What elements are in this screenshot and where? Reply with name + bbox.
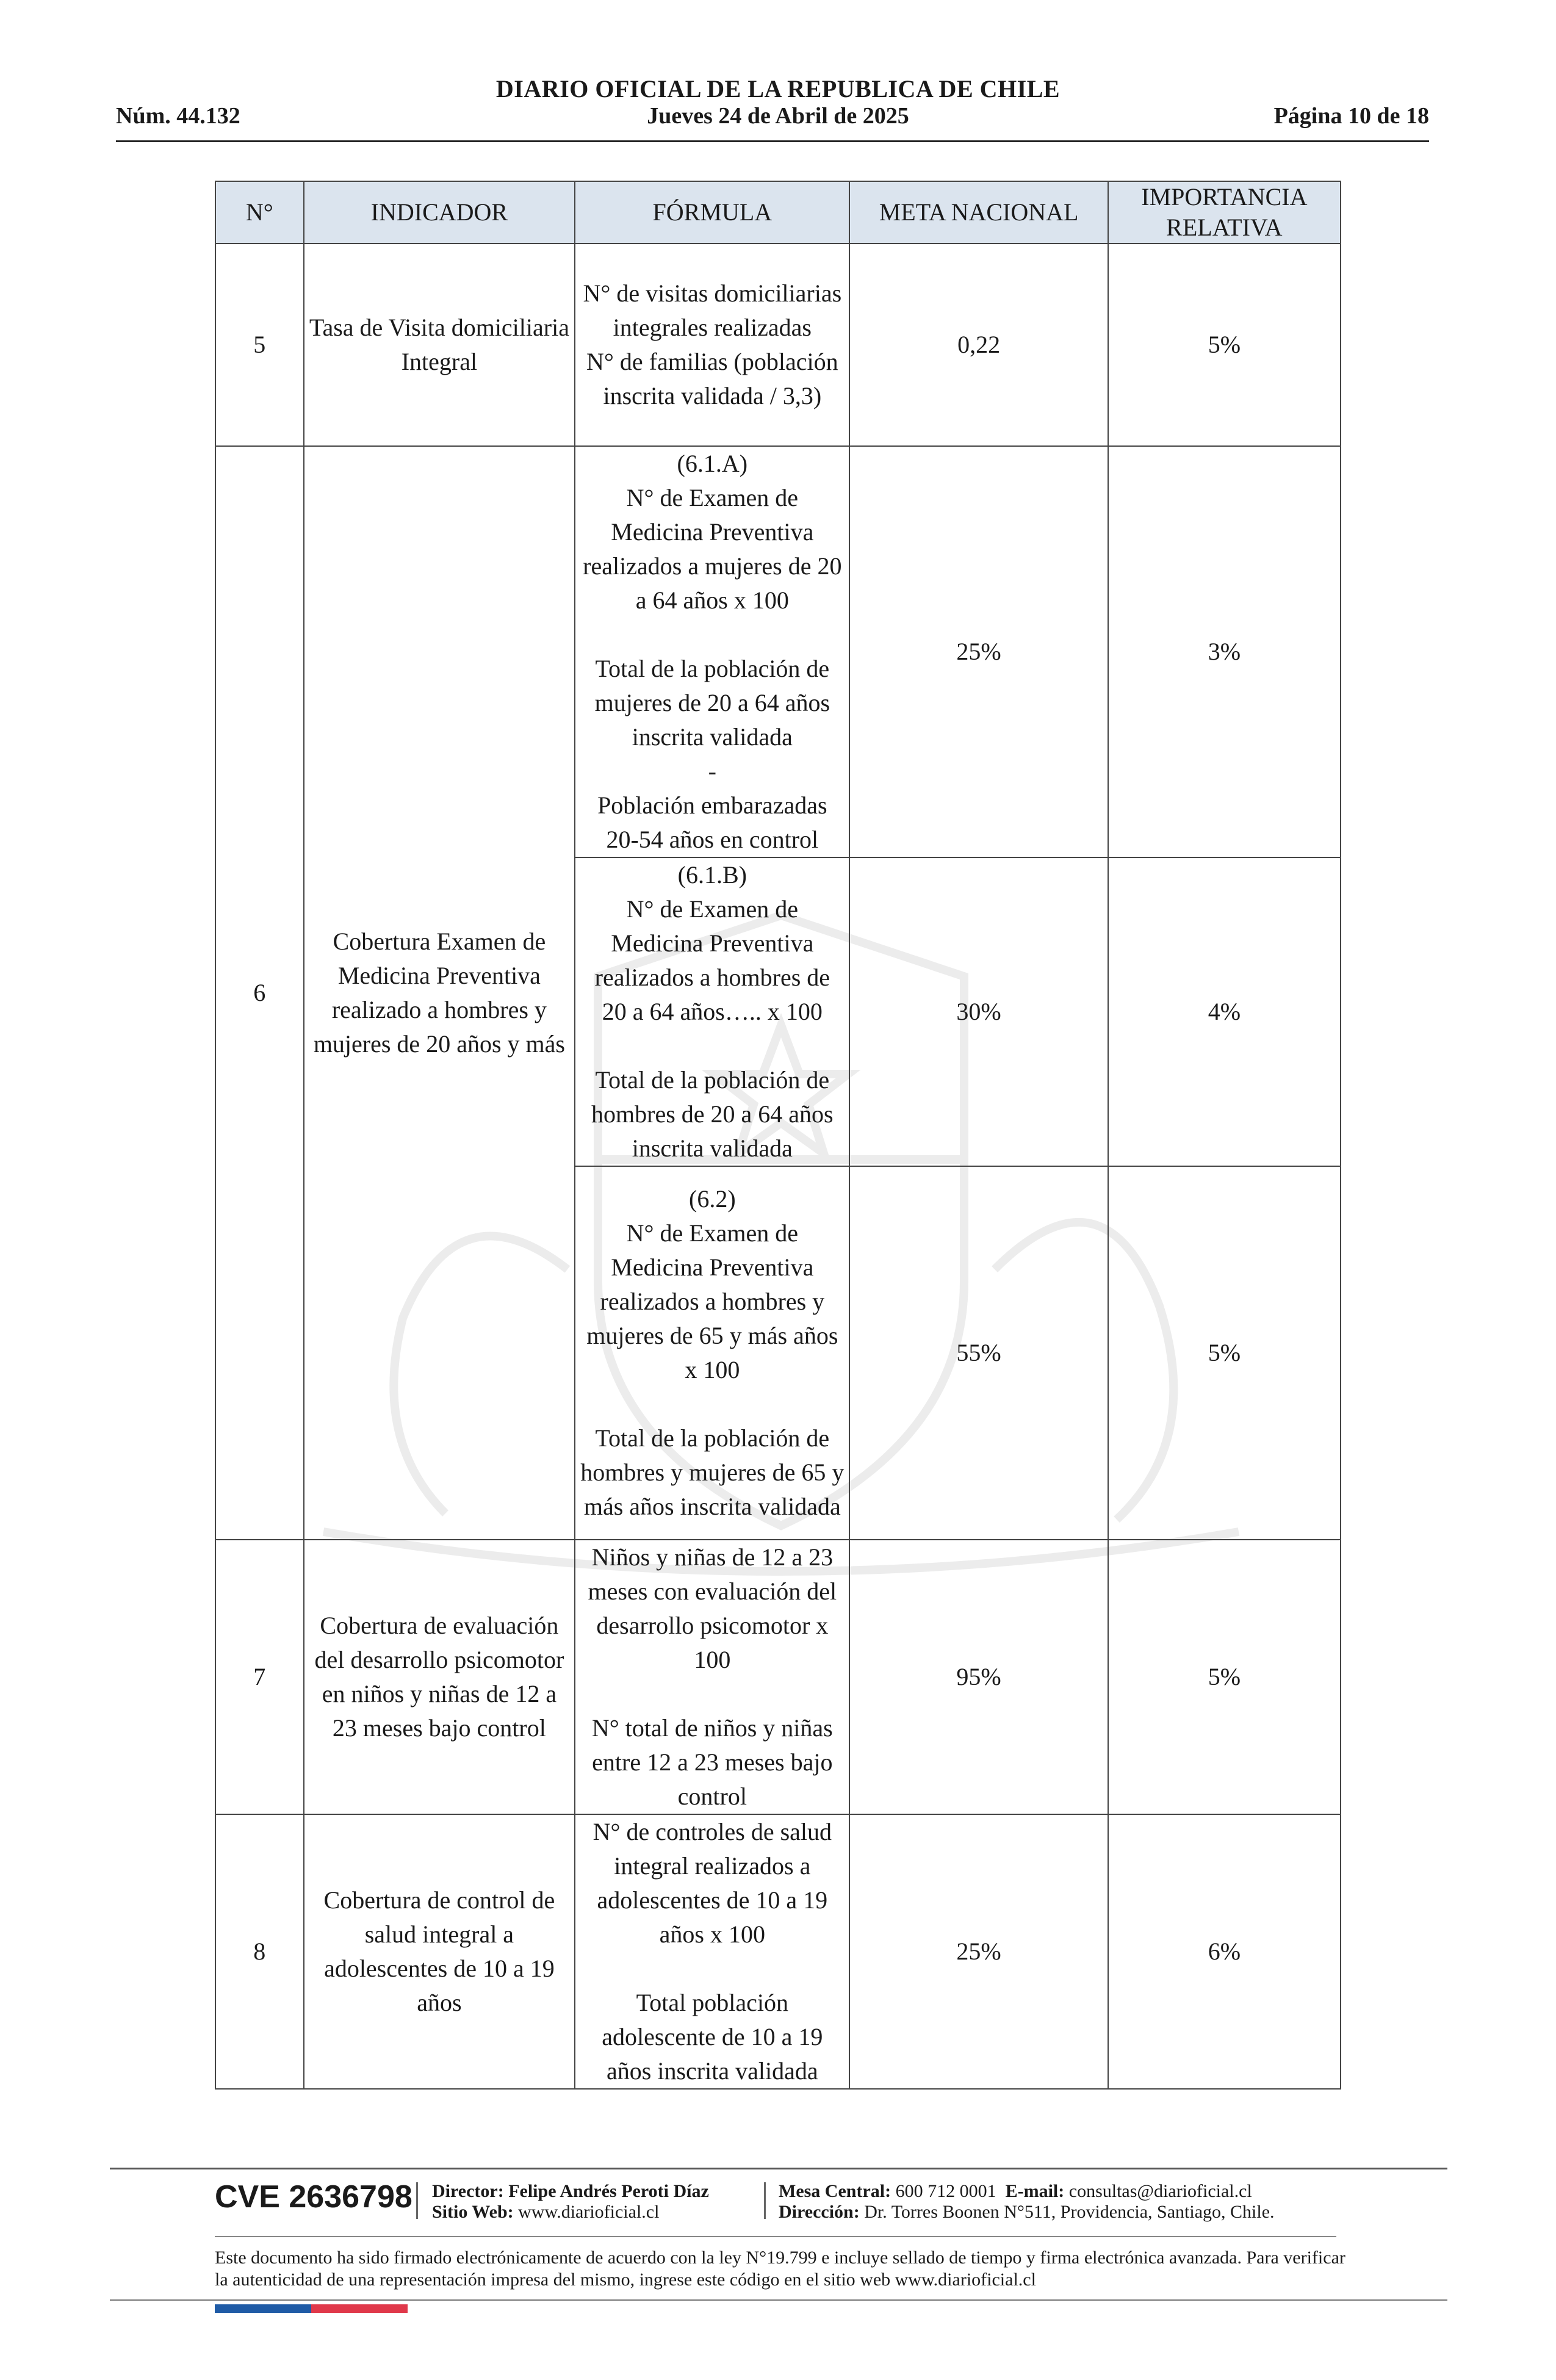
importance-cell: 3% (1108, 446, 1341, 857)
row-number: 5 (215, 243, 304, 446)
formula-cell (575, 1814, 849, 2089)
phone-number: 600 712 0001 (895, 2181, 996, 2201)
formula-code: (6.1.A) (677, 450, 748, 477)
footer-divider-bottom (110, 2299, 1447, 2301)
table-row (215, 1814, 1341, 2089)
footer-contact-block (779, 2181, 1275, 2223)
formula-cell (575, 243, 849, 446)
website-label: Sitio Web: (432, 2202, 514, 2222)
formula-numerator: Niños y niñas de 12 a 23 meses con evaluación del desarrollo psicomotor x 100 (588, 1543, 837, 1673)
page-number: Página 10 de 18 (1273, 103, 1429, 129)
table-row (215, 446, 1341, 857)
formula-denominator: N° de familias (población inscrita validada / 3,3) (586, 348, 838, 409)
formula-numerator: N° de Examen de Medicina Preventiva realizados a hombres y mujeres de 65 y más años x 100 (586, 1219, 838, 1383)
issue-number: Núm. 44.132 (116, 103, 240, 129)
column-header-importance: IMPORTANCIA RELATIVA (1108, 181, 1341, 243)
formula-denominator: N° total de niños y niñas entre 12 a 23 meses bajo control (591, 1714, 833, 1810)
footer-divider-top (110, 2168, 1447, 2169)
address-text: Dr. Torres Boonen N°511, Providencia, Santiago, Chile. (864, 2202, 1275, 2222)
flag-bar-red (311, 2304, 408, 2313)
indicator-cell: Tasa de Visita domiciliaria Integral (304, 243, 575, 446)
indicator-cell: Cobertura Examen de Medicina Preventiva realizado a hombres y mujeres de 20 años y más (304, 446, 575, 1540)
formula-subtract: Población embarazadas 20-54 años en control (597, 792, 827, 853)
formula-cell (575, 1540, 849, 1814)
formula-numerator: N° de controles de salud integral realizados a adolescentes de 10 a 19 años x 100 (593, 1818, 832, 1948)
formula-cell (575, 1166, 849, 1540)
formula-minus: - (708, 757, 716, 785)
website-link[interactable]: www.diarioficial.cl (518, 2202, 660, 2222)
formula-cell (575, 446, 849, 857)
formula-numerator: N° de visitas domiciliarias integrales realizadas (583, 279, 842, 341)
column-header-indicator: INDICADOR (304, 181, 575, 243)
meta-cell: 25% (849, 446, 1108, 857)
footer-separator (416, 2182, 418, 2219)
footer-director-block (432, 2181, 709, 2223)
table-row (215, 1540, 1341, 1814)
table-header-row (215, 181, 1341, 243)
meta-cell: 30% (849, 857, 1108, 1166)
meta-cell: 0,22 (849, 243, 1108, 446)
cve-code: CVE 2636798 (215, 2179, 412, 2215)
importance-cell: 4% (1108, 857, 1341, 1166)
meta-cell: 55% (849, 1166, 1108, 1540)
flag-bar-blue (215, 2304, 311, 2313)
header-divider (116, 140, 1429, 142)
formula-numerator: N° de Examen de Medicina Preventiva realizados a mujeres de 20 a 64 años x 100 (583, 484, 842, 614)
formula-denominator: Total de la población de hombres y mujeres de 65 y más años inscrita validada (580, 1424, 845, 1520)
indicators-table (215, 181, 1341, 2090)
column-header-meta: META NACIONAL (849, 181, 1108, 243)
formula-code: (6.2) (689, 1185, 736, 1213)
issue-date: Jueves 24 de Abril de 2025 (647, 103, 909, 129)
meta-cell: 25% (849, 1814, 1108, 2089)
row-number: 7 (215, 1540, 304, 1814)
column-header-formula: FÓRMULA (575, 181, 849, 243)
footer-divider-middle (215, 2236, 1336, 2237)
table-row (215, 243, 1341, 446)
footer-separator (764, 2182, 766, 2219)
indicator-cell: Cobertura de evaluación del desarrollo psicomotor en niños y niñas de 12 a 23 meses bajo control (304, 1540, 575, 1814)
email-link[interactable]: consultas@diarioficial.cl (1068, 2181, 1252, 2201)
importance-cell: 5% (1108, 1166, 1341, 1540)
meta-cell: 95% (849, 1540, 1108, 1814)
importance-cell: 6% (1108, 1814, 1341, 2089)
email-label: E-mail: (1005, 2181, 1065, 2201)
formula-cell (575, 857, 849, 1166)
phone-label: Mesa Central: (779, 2181, 891, 2201)
formula-denominator: Total de la población de hombres de 20 a 64 años inscrita validada (591, 1066, 834, 1162)
importance-cell: 5% (1108, 1540, 1341, 1814)
indicator-cell: Cobertura de control de salud integral a adolescentes de 10 a 19 años (304, 1814, 575, 2089)
director-name: Felipe Andrés Peroti Díaz (508, 2181, 709, 2201)
row-number: 8 (215, 1814, 304, 2089)
director-label: Director: (432, 2181, 504, 2201)
signature-note: Este documento ha sido firmado electrónicamente de acuerdo con la ley N°19.799 e incluye sellado de tiempo y firma electrónica avanzada. Para verificar la autenticidad de una representación impresa del mismo, ingrese este código en el sitio web www.diarioficial.cl (215, 2248, 1345, 2290)
address-label: Dirección: (779, 2202, 860, 2222)
importance-cell: 5% (1108, 243, 1341, 446)
formula-denominator: Total población adolescente de 10 a 19 años inscrita validada (602, 1989, 823, 2085)
formula-numerator: N° de Examen de Medicina Preventiva realizados a hombres de 20 a 64 años….. x 100 (594, 895, 830, 1025)
newspaper-title: DIARIO OFICIAL DE LA REPUBLICA DE CHILE (495, 75, 1061, 103)
formula-code: (6.1.B) (677, 861, 747, 889)
formula-denominator: Total de la población de mujeres de 20 a 64 años inscrita validada (594, 655, 830, 751)
row-number: 6 (215, 446, 304, 1540)
column-header-number: N° (215, 181, 304, 243)
